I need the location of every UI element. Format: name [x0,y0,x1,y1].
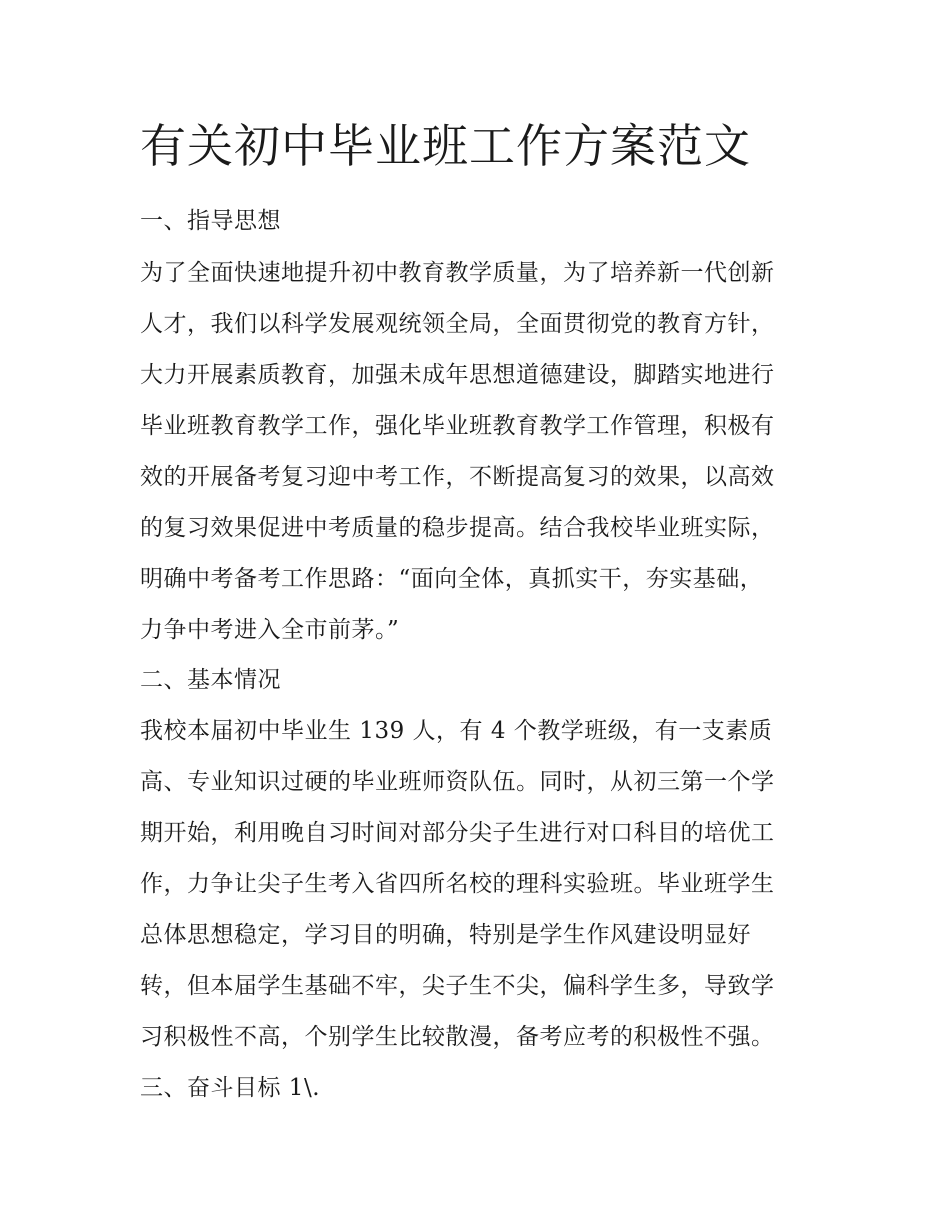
paragraph-line: 的复习效果促进中考质量的稳步提高。结合我校毕业班实际， [140,515,775,541]
paragraph-line: 转，但本届学生基础不牢，尖子生不尖，偏科学生多，导致学 [140,973,775,999]
section-heading-goals: 三、奋斗目标 1\. [140,1075,321,1101]
paragraph-line: 力争中考进入全市前茅。” [140,617,400,643]
paragraph-line: 我校本届初中毕业生 139 人，有 4 个教学班级，有一支素质 [140,718,773,744]
document-title: 有关初中毕业班工作方案范文 [140,119,751,173]
section-heading-guiding-ideology: 一、指导思想 [140,208,281,234]
paragraph-line: 作，力争让尖子生考入省四所名校的理科实验班。毕业班学生 [140,871,775,897]
section-heading-basic-situation: 二、基本情况 [140,667,281,693]
paragraph-line: 毕业班教育教学工作，强化毕业班教育教学工作管理，积极有 [140,413,775,439]
paragraph-line: 期开始，利用晚自习时间对部分尖子生进行对口科目的培优工 [140,820,775,846]
paragraph-line: 为了全面快速地提升初中教育教学质量，为了培养新一代创新 [140,260,775,286]
paragraph-line: 总体思想稳定，学习目的明确，特别是学生作风建设明显好 [140,922,751,948]
paragraph-line: 人才，我们以科学发展观统领全局，全面贯彻党的教育方针， [140,311,775,337]
paragraph-line: 高、专业知识过硬的毕业班师资队伍。同时，从初三第一个学 [140,769,775,795]
paragraph-line: 明确中考备考工作思路：“面向全体，真抓实干，夯实基础， [140,566,764,592]
paragraph-line: 大力开展素质教育，加强未成年思想道德建设，脚踏实地进行 [140,362,775,388]
paragraph-line: 习积极性不高，个别学生比较散漫，备考应考的积极性不强。 [140,1024,775,1050]
paragraph-line: 效的开展备考复习迎中考工作，不断提高复习的效果，以高效 [140,464,775,490]
